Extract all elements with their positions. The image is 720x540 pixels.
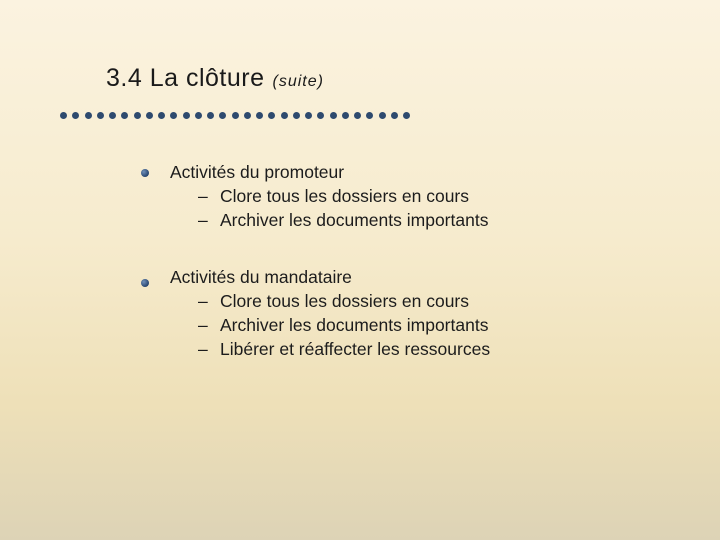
dash: – [198,186,208,206]
divider-dot [342,112,349,119]
divider-dot [121,112,128,119]
list-item-text: Clore tous les dossiers en cours [220,291,469,311]
divider-dot [97,112,104,119]
list-item-text: Archiver les documents importants [220,210,489,230]
divider-dot [366,112,373,119]
divider-dot [281,112,288,119]
bullet-icon [141,169,149,177]
divider-dot [317,112,324,119]
bullet-icon [141,279,149,287]
divider-dot [219,112,226,119]
list-item [198,210,488,231]
divider-dot [60,112,67,119]
list-item [198,339,490,360]
divider-dot [207,112,214,119]
dash: – [198,339,208,359]
divider-dot [85,112,92,119]
title-subtitle: (suite) [272,73,324,90]
divider-dot [256,112,263,119]
divider-dot [330,112,337,119]
title-text: 3.4 La clôture [106,64,265,92]
list-item [198,186,469,207]
dash: – [198,210,208,230]
divider-dot [195,112,202,119]
divider-dot [158,112,165,119]
list-item-text: Archiver les documents importants [220,315,489,335]
section-heading-mandataire: Activités du mandataire [170,267,352,287]
slide-title [106,64,324,93]
divider-dot [379,112,386,119]
divider-dot [354,112,361,119]
divider-dot [268,112,275,119]
divider-dot [109,112,116,119]
divider-dot [232,112,239,119]
dash: – [198,315,208,335]
divider-dot [305,112,312,119]
dash: – [198,291,208,311]
divider-dot [183,112,190,119]
divider-dot [403,112,410,119]
divider-dot [244,112,251,119]
dotted-divider [60,110,410,120]
list-item-text: Clore tous les dossiers en cours [220,186,469,206]
divider-dot [170,112,177,119]
divider-dot [134,112,141,119]
section-heading-promoteur: Activités du promoteur [170,162,345,182]
list-item [198,315,488,336]
divider-dot [72,112,79,119]
list-item [198,291,469,312]
divider-dot [146,112,153,119]
divider-dot [391,112,398,119]
list-item-text: Libérer et réaffecter les ressources [220,339,491,359]
divider-dot [293,112,300,119]
